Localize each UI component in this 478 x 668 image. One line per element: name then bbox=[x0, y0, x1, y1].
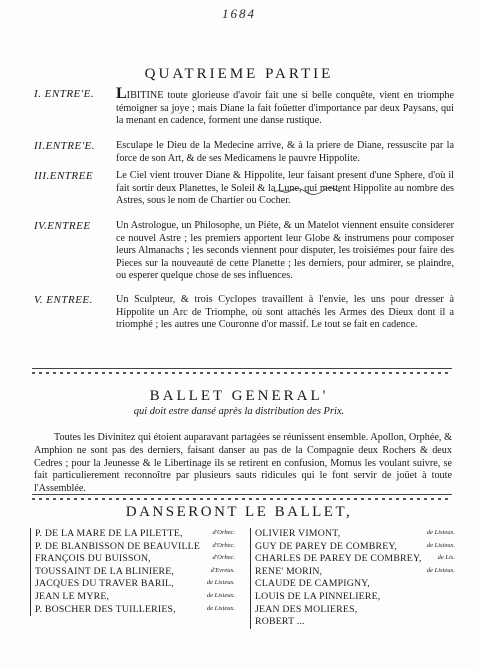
entree-5 bbox=[34, 294, 454, 332]
dancer-place: de Lisieux. bbox=[426, 529, 455, 536]
entree-label: V. ENTREE. bbox=[34, 294, 93, 306]
entree-label: I. ENTRE'E. bbox=[34, 88, 95, 100]
entree-3 bbox=[34, 170, 454, 208]
entree-text: Esculape le Dieu de la Medecine arrive, & à la priere de Diane, ressuscite par la force de son Art, & de ses Medicamens le pauvre Hippolite. bbox=[116, 140, 454, 164]
handwritten-annotation bbox=[272, 186, 342, 196]
dancer-row bbox=[35, 566, 239, 579]
entree-2 bbox=[34, 140, 454, 165]
dancer-row bbox=[255, 553, 458, 566]
dancer-name: OLIVIER VIMONT, bbox=[255, 528, 341, 539]
dancer-place: d'Orbec. bbox=[212, 554, 235, 562]
dancer-row bbox=[255, 566, 458, 579]
dancer-row bbox=[255, 528, 458, 541]
dancer-name: JEAN LE MYRE, bbox=[35, 590, 110, 602]
entree-1 bbox=[34, 85, 454, 128]
dancer-name: TOUSSAINT DE LA BLINIERE, bbox=[35, 565, 175, 577]
dancer-row bbox=[35, 578, 239, 591]
dancer-name: JACQUES DU TRAVER BARIL, bbox=[35, 578, 174, 590]
dancer-name: FRANÇOIS DU BUISSON, bbox=[35, 553, 151, 565]
dancer-row bbox=[255, 604, 458, 617]
dancers-list bbox=[30, 528, 458, 668]
dancer-row bbox=[255, 578, 458, 591]
part-title: QUATRIEME PARTIE bbox=[144, 66, 334, 82]
dancer-row bbox=[255, 541, 458, 554]
dancer-name: P. DE LA MARE DE LA PILETTE, bbox=[35, 528, 183, 539]
ballet-subtitle: qui doit estre dansé après la distribution des Prix. bbox=[133, 406, 345, 417]
dancer-row bbox=[35, 604, 239, 617]
dancer-row bbox=[35, 553, 239, 566]
dancer-row bbox=[35, 528, 239, 541]
dancers-column-left bbox=[30, 528, 239, 616]
dancer-name: P. BOSCHER DES TUILLERIES, bbox=[35, 603, 176, 615]
ballet-paragraph: Toutes les Divinitez qui étoient auparavant partagées se réunissent ensemble. Apollon, Orphée, & Amphion ne sont pas des derniers, faisant danser au pas de la Compagnie deux Rochers & deux Cedres ; pour la Jeunesse & le Libertinage ils se retirent en confusion, Momus les voulant suivre, se fait particulierement reconnoître par plusieurs sauts ridicules qui le font servir de joüet à toute l'Assemblée. bbox=[34, 432, 452, 495]
dancer-row bbox=[255, 591, 458, 604]
dancer-place: de Lisieux. bbox=[206, 579, 235, 587]
ornamental-rule bbox=[32, 494, 452, 503]
entree-text: Un Astrologue, un Philosophe, un Piéte, & un Matelot viennent ensuite considerer ce nouvel Astre ; les premiers apportent leur Globe & instrumens pour composer leurs Almanachs ; les seconds viennent pour disputer, les troisiémes pour faire des Pieces sur la nouveauté de cette Planette ; les derniers, pour admirer, se plaindre, ou esperer quelque chose de ses influences. bbox=[116, 220, 454, 282]
dancer-name: GUY DE PAREY DE COMBREY, bbox=[255, 540, 398, 552]
page-number: 1684 bbox=[222, 6, 256, 21]
dancer-place: de Lisieux. bbox=[206, 591, 235, 599]
dancer-row bbox=[255, 616, 458, 629]
entree-text: Un Sculpteur, & trois Cyclopes travaillent à l'envie, les uns pour dresser à Hippolite un Arc de Triomphe, où sont attachés les Armes des Dieux dont il a triomphé ; les autres une Couronne d'or massif. Le tout se fait en cadence. bbox=[116, 294, 454, 331]
dancer-row bbox=[35, 591, 239, 604]
dancer-place: d'Orbec. bbox=[212, 541, 235, 549]
entree-label: II.ENTRE'E. bbox=[34, 140, 96, 152]
dancer-name: RENE' MORIN, bbox=[255, 565, 323, 577]
entree-text: Le Ciel vient trouver Diane & Hippolite, leur faisant present d'une Sphere, d'où il fait sortir deux Planettes, le Soleil & la Lune, qui mettent Hippolite au nombre des Astres, sous le nom de Chartier ou Cocher. bbox=[116, 170, 454, 207]
dancer-name: ROBERT ... bbox=[255, 616, 305, 628]
dancer-name: LOUIS DE LA PINNELIERE, bbox=[255, 590, 381, 602]
dancer-place: d'Orbec. bbox=[212, 529, 235, 536]
dancer-place: de Lisieux. bbox=[426, 541, 455, 549]
dancer-place: d'Evreux. bbox=[210, 566, 235, 574]
entree-4 bbox=[34, 220, 454, 283]
dancer-name: CLAUDE DE CAMPIGNY, bbox=[255, 578, 370, 590]
dancer-name: JEAN DES MOLIERES, bbox=[255, 603, 358, 615]
danseront-title: DANSERONT LE BALLET, bbox=[125, 504, 353, 520]
dancer-place: de Lisieux. bbox=[206, 604, 235, 612]
ornamental-rule bbox=[32, 368, 452, 377]
dancer-name: CHARLES DE PAREY DE COMBREY, bbox=[255, 553, 422, 565]
entree-label: III.ENTREE bbox=[34, 170, 94, 182]
dancers-column-right bbox=[250, 528, 458, 629]
ballet-title: BALLET GENERAL' bbox=[149, 388, 329, 404]
entree-label: IV.ENTREE bbox=[34, 220, 91, 232]
dancer-place: de Lis. bbox=[437, 554, 455, 562]
entree-text: LIBITINE toute glorieuse d'avoir fait une si belle conquête, vient en triomphe témoigner sa joye ; mais Diane la fait foüetter d'importance par deux Paysans, qui la menant en cadence, forment une danse rustique. bbox=[116, 85, 454, 127]
dancer-row bbox=[35, 541, 239, 554]
dancer-place: de Lisieux. bbox=[426, 566, 455, 574]
dancer-name: P. DE BLANBISSON DE BEAUVILLE bbox=[35, 540, 200, 552]
